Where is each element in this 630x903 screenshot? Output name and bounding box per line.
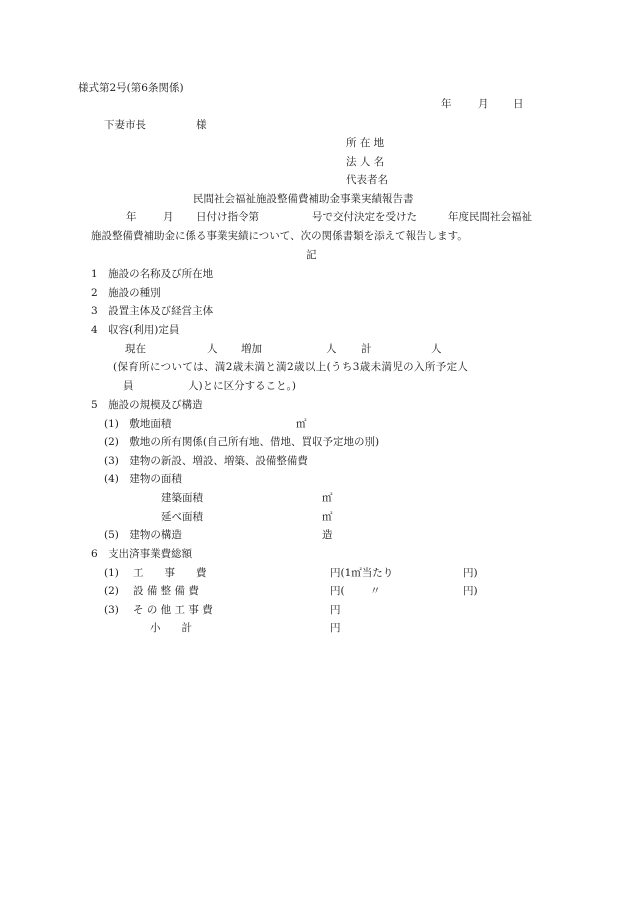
item-3: 3 設置主体及び経営主体: [91, 305, 214, 317]
applicant-corp-label: 法 人 名: [346, 156, 385, 168]
ki-heading: 記: [306, 249, 317, 261]
capacity-note-line2a: 員: [123, 380, 134, 392]
applicant-address-label: 所 在 地: [346, 137, 385, 149]
item-2: 2 施設の種別: [91, 287, 161, 299]
item-5: 5 施設の規模及び構造: [91, 399, 203, 411]
item-5-1-unit: ㎡: [296, 418, 307, 430]
capacity-total-label: 計: [361, 343, 372, 355]
subtotal-label: 小 計: [150, 622, 192, 634]
document-title: 民間社会福祉施設整備費補助金事業実績報告書: [193, 193, 414, 205]
item-6-1-label: 工 事 費: [133, 567, 207, 579]
subtotal-unit: 円: [330, 622, 341, 634]
capacity-current-unit: 人: [207, 343, 218, 355]
capacity-increase-unit: 人: [326, 343, 337, 355]
date-day: 日: [513, 98, 524, 110]
item-6-3-number: (3): [104, 604, 119, 616]
intro-number: 号で交付決定を受けた: [312, 211, 417, 223]
intro-month: 月: [163, 211, 174, 223]
item-5-4-a-unit: ㎡: [322, 492, 333, 504]
capacity-increase-label: 増加: [241, 343, 262, 355]
capacity-note-line1: (保育所については、満2歳未満と満2歳以上(うち3歳未満児の入所予定人: [113, 361, 469, 373]
addressee-name: 下妻市長: [104, 119, 146, 131]
item-5-4-b: 延べ面積: [161, 511, 203, 523]
item-6-1-number: (1): [104, 567, 119, 579]
addressee-suffix: 様: [196, 119, 207, 131]
date-year: 年: [441, 98, 452, 110]
item-5-4: (4) 建物の面積: [104, 473, 182, 485]
item-5-3: (3) 建物の新設、増設、増築、設備整備費: [104, 455, 308, 467]
item-6-2-end: 円): [463, 585, 478, 597]
item-6-2-number: (2): [104, 585, 119, 597]
item-6-1-unit: 円(1㎡当たり: [330, 567, 394, 579]
capacity-note-line2b: 人)とに区分すること。): [188, 380, 296, 392]
form-number: 様式第2号(第6条関係): [78, 82, 184, 94]
item-6-2-label: 設 備 整 備 費: [133, 585, 199, 597]
item-4: 4 収容(利用)定員: [91, 324, 180, 336]
item-5-5-unit: 造: [322, 529, 333, 541]
item-1: 1 施設の名称及び所在地: [91, 268, 214, 280]
item-6-3-label: そ の 他 工 事 費: [133, 604, 213, 616]
item-6: 6 支出済事業費総額: [91, 548, 193, 560]
intro-fiscal: 年度民間社会福祉: [448, 211, 532, 223]
intro-line2: 施設整備費補助金に係る事業実績について、次の関係書類を添えて報告します。: [91, 230, 468, 242]
item-5-2: (2) 敷地の所有関係(自己所有地、借地、買収予定地の別): [104, 436, 380, 448]
applicant-rep-label: 代表者名: [346, 174, 388, 186]
item-6-3-unit: 円: [330, 604, 341, 616]
capacity-total-unit: 人: [431, 343, 442, 355]
item-6-1-end: 円): [463, 567, 478, 579]
intro-year: 年: [126, 211, 137, 223]
item-6-2-ditto: 〃: [370, 585, 381, 597]
item-6-2-unit: 円(: [330, 585, 345, 597]
item-5-4-b-unit: ㎡: [322, 511, 333, 523]
date-month: 月: [478, 98, 489, 110]
item-5-4-a: 建築面積: [161, 492, 203, 504]
capacity-current-label: 現在: [125, 343, 146, 355]
item-5-1: (1) 敷地面積: [104, 418, 172, 430]
intro-day-order: 日付け指令第: [196, 211, 259, 223]
item-5-5: (5) 建物の構造: [104, 529, 182, 541]
